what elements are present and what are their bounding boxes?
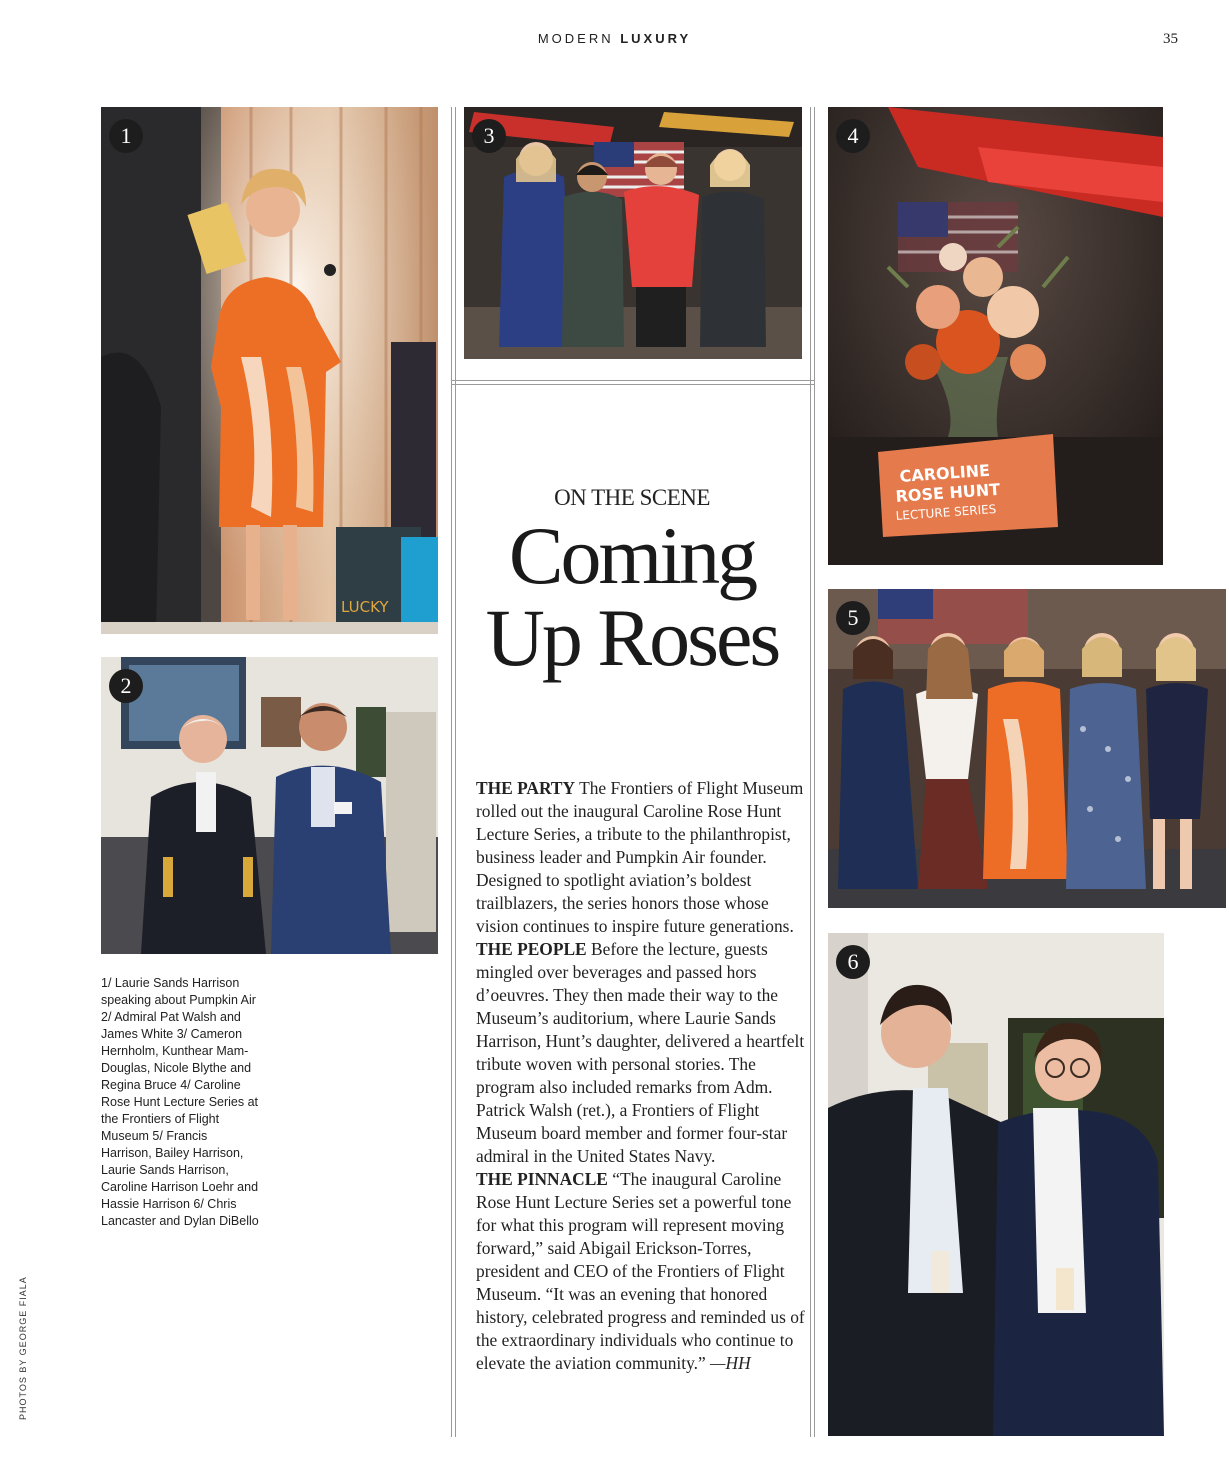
page-number: 35 — [1163, 31, 1178, 47]
photo-1-number: 1 — [109, 119, 143, 153]
photo-credit: PHOTOS BY GEORGE FIALA — [18, 1276, 28, 1420]
masthead — [0, 31, 1229, 46]
sign-line-2: ROSE HUNT — [894, 479, 1001, 506]
photo-2 — [101, 657, 438, 954]
section-people-lead: THE PEOPLE — [476, 939, 587, 959]
caption-4: 4/ Caroline Rose Hunt Lecture Series at the Frontiers of Flight Museum — [101, 1078, 259, 1143]
headline — [453, 510, 811, 683]
photo-4-number: 4 — [836, 119, 870, 153]
photo-3-number: 3 — [472, 119, 506, 153]
photo-captions — [101, 975, 261, 1230]
photo-4-image — [828, 107, 1163, 565]
section-pinnacle — [476, 1168, 806, 1375]
sign-line-3: LECTURE SERIES — [895, 501, 997, 523]
photo-3-image — [464, 107, 802, 359]
photo-4 — [828, 107, 1163, 565]
photo-1-image — [101, 107, 438, 634]
photo-2-image — [101, 657, 438, 954]
masthead-light: MODERN — [537, 31, 621, 46]
headline-line-1: Coming — [508, 510, 756, 601]
column-rule-right-b — [814, 107, 815, 1437]
photo-6 — [828, 933, 1164, 1436]
section-pinnacle-text: “The inaugural Caroline Rose Hunt Lecture Series set a powerful tone for what this program will represent moving forward,” said Abigail Erickson-Torres, president and CEO of the Frontiers of Flight Museum. “It was an evening that honored history, celebrated progress and reminded us of the extraordinary individuals who continue to elevate the aviation community.” — [476, 1169, 805, 1373]
section-people — [476, 938, 806, 1168]
column-rule-left-b — [455, 107, 456, 1437]
headline-line-2: Up Roses — [485, 592, 779, 683]
photo-3 — [464, 107, 802, 359]
section-pinnacle-lead: THE PINNACLE — [476, 1169, 608, 1189]
photo-3-rule-a — [451, 380, 815, 381]
caption-1: 1/ Laurie Sands Harrison speaking about Pumpkin Air — [101, 976, 256, 1007]
photo-5-number: 5 — [836, 601, 870, 635]
caption-3: 3/ Cameron Hernholm, Kunthear Mam-Douglas, Nicole Blythe and Regina Bruce — [101, 1027, 252, 1092]
author-signoff: —HH — [710, 1353, 751, 1373]
section-party-lead: THE PARTY — [476, 778, 576, 798]
photo-2-number: 2 — [109, 669, 143, 703]
section-people-text: Before the lecture, guests mingled over beverages and passed hors d’oeuvres. They then made their way to the Museum’s auditorium, where Laurie Sands Harrison, Hunt’s daughter, delivered a heartfelt tribute woven with personal stories. The program also included remarks from Adm. Patrick Walsh (ret.), a Frontiers of Flight Museum board member and former four-star admiral in the United States Navy. — [476, 939, 805, 1166]
caption-5: 5/ Francis Harrison, Bailey Harrison, Laurie Sands Harrison, Caroline Harrison Loehr and Hassie Harrison — [101, 1129, 259, 1211]
masthead-bold: LUXURY — [620, 31, 692, 46]
photo-6-number: 6 — [836, 945, 870, 979]
photo-6-image — [828, 933, 1164, 1436]
photo-5-image — [828, 589, 1226, 908]
column-rule-left-a — [451, 107, 452, 1437]
section-party-text: The Frontiers of Flight Museum rolled out the inaugural Caroline Rose Hunt Lecture Series, a tribute to the philanthropist, business leader and Pumpkin Air founder. Designed to spotlight aviation’s boldest trailblazers, the series honors those whose vision continues to inspire future generations. — [476, 778, 804, 936]
photo-1-bag-text: LUCKY — [341, 598, 389, 616]
photo-3-rule-b — [451, 384, 815, 385]
article-body — [476, 777, 806, 1375]
photo-1 — [101, 107, 438, 634]
column-rule-right-a — [810, 107, 811, 1437]
section-kicker: ON THE SCENE — [554, 485, 710, 510]
photo-5 — [828, 589, 1226, 908]
section-party — [476, 777, 806, 938]
caption-6: 6/ Chris Lancaster and Dylan DiBello — [101, 1197, 259, 1228]
caption-2: 2/ Admiral Pat Walsh and James White — [101, 1010, 241, 1041]
sign-line-1: CAROLINE — [898, 460, 991, 486]
